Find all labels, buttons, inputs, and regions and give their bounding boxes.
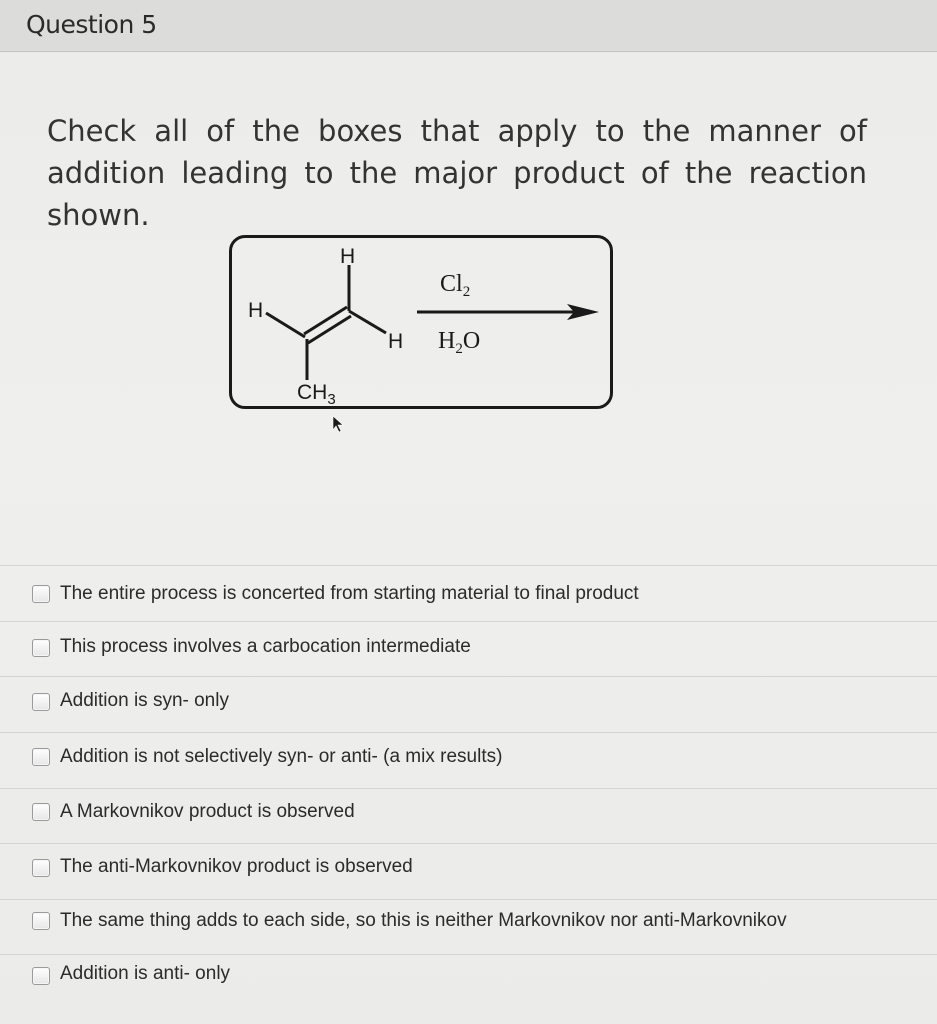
reaction-scheme [229, 235, 629, 435]
option-label[interactable]: The entire process is concerted from starting material to final product [60, 583, 639, 604]
option-label[interactable]: A Markovnikov product is observed [60, 801, 355, 822]
atom-methyl: $CH_3$ [297, 381, 336, 408]
option-row[interactable] [0, 621, 937, 676]
option-checkbox[interactable] [32, 748, 50, 766]
option-label[interactable]: The anti-Markovnikov product is observed [60, 856, 413, 877]
question-prompt: Check all of the boxes that apply to the manner of addition leading to the major product of the reaction shown. [47, 114, 867, 232]
option-checkbox[interactable] [32, 803, 50, 821]
atom-h-top: H [340, 245, 356, 268]
bond-h-right [349, 311, 386, 333]
option-checkbox[interactable] [32, 859, 50, 877]
option-checkbox[interactable] [32, 967, 50, 985]
option-row[interactable] [0, 732, 937, 787]
option-row[interactable] [0, 899, 937, 954]
bond-h-left [266, 313, 305, 337]
option-checkbox[interactable] [32, 585, 50, 603]
question-header [0, 0, 937, 52]
option-label[interactable]: Addition is syn- only [60, 690, 229, 711]
option-checkbox[interactable] [32, 693, 50, 711]
option-checkbox[interactable] [32, 912, 50, 930]
option-label[interactable]: The same thing adds to each side, so this is neither Markovnikov nor anti-Markovnikov [60, 910, 787, 931]
atom-h-right: H [388, 330, 404, 353]
option-label[interactable]: This process involves a carbocation intermediate [60, 636, 471, 657]
option-row[interactable] [0, 676, 937, 731]
option-row[interactable] [0, 843, 937, 898]
option-label[interactable]: Addition is not selectively syn- or anti- (a mix results) [60, 746, 503, 767]
question-title: Question 5 [26, 10, 157, 39]
double-bond-outer [304, 307, 347, 334]
option-checkbox[interactable] [32, 639, 50, 657]
double-bond-inner [308, 316, 351, 343]
option-label[interactable]: Addition is anti- only [60, 963, 231, 984]
option-row[interactable] [0, 565, 937, 620]
option-row[interactable] [0, 788, 937, 843]
mouse-cursor-icon [333, 416, 343, 432]
reagent-chlorine: $Cl_2$ [440, 271, 471, 300]
reagent-water: $H_2O$ [438, 328, 481, 357]
atom-h-left: H [248, 299, 264, 322]
option-row[interactable] [0, 954, 937, 1009]
